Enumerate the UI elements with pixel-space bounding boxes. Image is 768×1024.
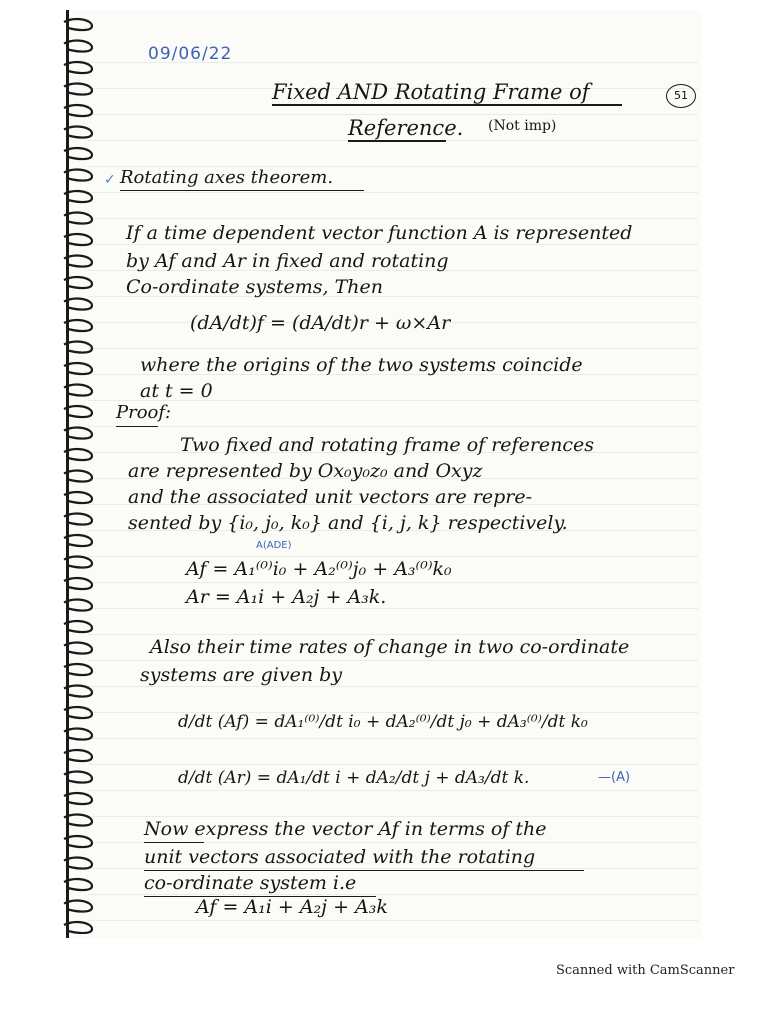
spiral-coil	[64, 342, 92, 353]
spiral-coil	[64, 815, 92, 826]
spiral-coil	[64, 836, 92, 847]
spiral-coil	[64, 879, 92, 890]
text-line: If a time dependent vector function A is represented	[126, 222, 633, 244]
spiral-coil	[64, 707, 92, 718]
ruled-line	[88, 114, 698, 115]
text-line: are represented by Ox₀y₀z₀ and Oxyz	[128, 460, 483, 482]
ruled-line	[88, 582, 698, 583]
page-title-line-1: Fixed AND Rotating Frame of	[272, 80, 590, 104]
spiral-coil	[64, 148, 92, 159]
spiral-coil	[64, 686, 92, 697]
scanner-watermark: Scanned with CamScanner	[556, 963, 735, 978]
page-number: 51	[666, 84, 696, 108]
spiral-coil	[64, 449, 92, 460]
spiral-coil	[64, 492, 92, 503]
ruled-line	[88, 790, 698, 791]
equation: d/dt (Ar) = dA₁/dt i + dA₂/dt j + dA₃/dt k.	[178, 768, 530, 788]
spiral-coil	[64, 514, 92, 525]
spiral-coil	[64, 600, 92, 611]
ruled-line	[88, 764, 698, 765]
spiral-coil	[64, 471, 92, 482]
proof-heading: Proof:	[116, 402, 172, 423]
title-underline	[272, 104, 622, 106]
equation: d/dt (Af) = dA₁⁽⁰⁾/dt i₀ + dA₂⁽⁰⁾/dt j₀ + dA₃⁽⁰⁾/dt k₀	[178, 712, 588, 732]
spiral-coil	[64, 299, 92, 310]
spiral-coil	[64, 127, 92, 138]
note-date: 09/06/22	[148, 44, 233, 64]
proof-underline	[116, 426, 158, 427]
ruled-line	[88, 608, 698, 609]
spiral-coil	[64, 729, 92, 740]
text-line: Co-ordinate systems, Then	[126, 276, 383, 298]
spiral-binding	[62, 14, 98, 934]
heading-underline	[120, 190, 364, 191]
spiral-coil	[64, 901, 92, 912]
text-line: Also their time rates of change in two co-ordinate	[150, 636, 630, 658]
ruled-line	[88, 894, 698, 895]
ruled-line	[88, 556, 698, 557]
ruled-line	[88, 218, 698, 219]
equation: Af = A₁⁽⁰⁾i₀ + A₂⁽⁰⁾j₀ + A₃⁽⁰⁾k₀	[186, 558, 452, 580]
spiral-coil	[64, 191, 92, 202]
text-line: by Af and Ar in fixed and rotating	[126, 250, 449, 272]
equation: Af = A₁i + A₂j + A₃k	[196, 896, 388, 918]
ruled-line	[88, 920, 698, 921]
title-note: (Not imp)	[488, 118, 557, 134]
spiral-coil	[64, 385, 92, 396]
text-line: and the associated unit vectors are repre-	[128, 486, 533, 508]
text-line: at t = 0	[140, 380, 213, 402]
spiral-coil	[64, 578, 92, 589]
spiral-coil	[64, 858, 92, 869]
text-line: Two fixed and rotating frame of references	[180, 434, 595, 456]
spiral-coil	[64, 41, 92, 52]
text-line: sented by {i₀, j₀, k₀} and {i, j, k} respectively.	[128, 512, 568, 534]
spiral-coil	[64, 19, 92, 30]
title-underline	[348, 140, 446, 142]
spiral-coil	[64, 621, 92, 632]
spiral-coil	[64, 256, 92, 267]
text-line: co-ordinate system i.e	[144, 872, 357, 894]
ruled-line	[88, 244, 698, 245]
spiral-coil	[64, 772, 92, 783]
ruled-line	[88, 660, 698, 661]
spiral-coil	[64, 557, 92, 568]
spiral-coil	[64, 62, 92, 73]
ruled-line	[88, 426, 698, 427]
margin-annotation: A(ADE)	[256, 540, 292, 551]
page-title-line-2: Reference.	[348, 116, 464, 140]
spiral-coil	[64, 320, 92, 331]
spiral-coil	[64, 793, 92, 804]
spiral-coil	[64, 428, 92, 439]
spiral-coil	[64, 234, 92, 245]
text-line: unit vectors associated with the rotating	[144, 846, 536, 868]
text-underline	[144, 842, 204, 843]
ruled-line	[88, 634, 698, 635]
text-line: Now express the vector Af in terms of the	[144, 818, 547, 840]
ruled-line	[88, 686, 698, 687]
spiral-coil	[64, 643, 92, 654]
text-line: where the origins of the two systems coincide	[140, 354, 583, 376]
ruled-line	[88, 348, 698, 349]
spiral-coil	[64, 535, 92, 546]
spiral-coil	[64, 213, 92, 224]
spiral-coil	[64, 84, 92, 95]
spiral-coil	[64, 750, 92, 761]
spiral-coil	[64, 406, 92, 417]
ruled-line	[88, 738, 698, 739]
equation: Ar = A₁i + A₂j + A₃k.	[186, 586, 387, 608]
equation: (dA/dt)f = (dA/dt)r + ω×Ar	[190, 312, 451, 334]
spiral-coil	[64, 170, 92, 181]
spiral-coil	[64, 277, 92, 288]
spiral-coil	[64, 664, 92, 675]
ruled-line	[88, 192, 698, 193]
spiral-coil	[64, 363, 92, 374]
equation-label: —(A)	[598, 770, 631, 785]
ruled-line	[88, 868, 698, 869]
spiral-coil	[64, 105, 92, 116]
section-heading: Rotating axes theorem.	[120, 167, 334, 188]
check-mark-icon: ✓	[104, 172, 116, 188]
text-line: systems are given by	[140, 664, 343, 686]
ruled-line	[88, 816, 698, 817]
spiral-coil	[64, 922, 92, 933]
